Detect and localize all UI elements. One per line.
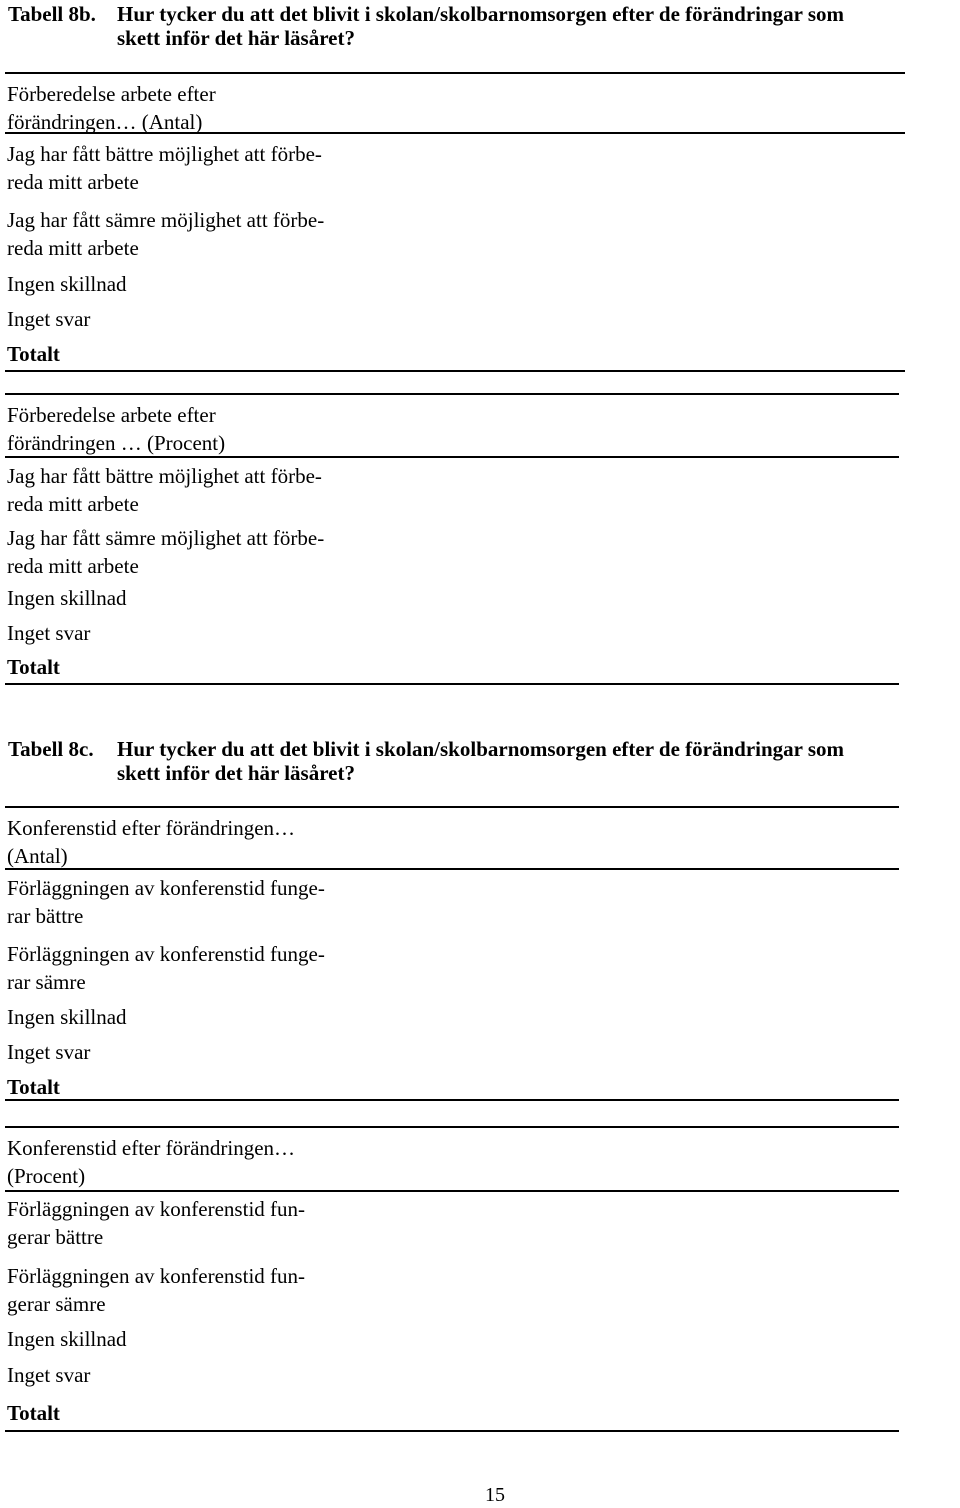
table-title-line: Konferenstid efter förändringen…: [7, 816, 296, 840]
row-label: Inget svar: [7, 307, 91, 331]
row-label: rar bättre: [7, 904, 84, 928]
table-bottom-rule: [5, 370, 905, 372]
table-header-rule: [5, 132, 905, 134]
table-title-line: (Antal): [7, 844, 68, 868]
table-caption-line: skett inför det här läsåret?: [117, 761, 355, 785]
table-heading: [8, 737, 958, 787]
table-bottom-rule: [5, 683, 899, 685]
table-number: Tabell 8b.: [8, 2, 96, 26]
row-label: Ingen skillnad: [7, 1327, 127, 1351]
table-caption-line: Hur tycker du att det blivit i skolan/skolbarnomsorgen efter de förändringar som: [117, 2, 845, 26]
row-label: Totalt: [7, 1075, 60, 1099]
table-title-line: Förberedelse arbete efter: [7, 403, 216, 427]
row-label: Totalt: [7, 342, 60, 366]
row-label: Förläggningen av konferenstid funge-: [7, 942, 325, 966]
table-top-rule: [5, 72, 905, 74]
row-label: gerar bättre: [7, 1225, 104, 1249]
table-title-line: (Procent): [7, 1164, 86, 1188]
row-label: Totalt: [7, 1401, 60, 1425]
table-top-rule: [5, 806, 899, 808]
page-number: 15: [485, 1484, 505, 1506]
table-title-line: Konferenstid efter förändringen…: [7, 1136, 296, 1160]
row-label: Inget svar: [7, 621, 91, 645]
row-label: Förläggningen av konferenstid fun-: [7, 1264, 306, 1288]
row-label: Jag har fått sämre möjlighet att förbe-: [7, 526, 325, 550]
table-title-line: förändringen… (Antal): [7, 110, 203, 134]
table-bottom-rule: [5, 1099, 899, 1101]
row-label: Ingen skillnad: [7, 1005, 127, 1029]
row-label: gerar sämre: [7, 1292, 106, 1316]
table-bottom-rule: [5, 1430, 899, 1432]
table-header-rule: [5, 868, 899, 870]
row-label: Ingen skillnad: [7, 586, 127, 610]
row-label: Jag har fått sämre möjlighet att förbe-: [7, 208, 325, 232]
row-label: Totalt: [7, 655, 60, 679]
row-label: Inget svar: [7, 1040, 91, 1064]
table-caption-line: Hur tycker du att det blivit i skolan/skolbarnomsorgen efter de förändringar som: [117, 737, 845, 761]
row-label: Inget svar: [7, 1363, 91, 1387]
table-heading: [8, 2, 958, 52]
table-header-rule: [5, 1190, 899, 1192]
row-label: Jag har fått bättre möjlighet att förbe-: [7, 464, 322, 488]
table-number: Tabell 8c.: [8, 737, 94, 761]
row-label: rar sämre: [7, 970, 86, 994]
row-label: Jag har fått bättre möjlighet att förbe-: [7, 142, 322, 166]
row-label: Förläggningen av konferenstid fun-: [7, 1197, 306, 1221]
row-label: Ingen skillnad: [7, 272, 127, 296]
table-header-rule: [5, 456, 899, 458]
table-caption-line: skett inför det här läsåret?: [117, 26, 355, 50]
row-label: reda mitt arbete: [7, 170, 139, 194]
table-top-rule: [5, 1126, 899, 1128]
table-title-line: förändringen … (Procent): [7, 431, 226, 455]
table-top-rule: [5, 393, 899, 395]
row-label: Förläggningen av konferenstid funge-: [7, 876, 325, 900]
row-label: reda mitt arbete: [7, 236, 139, 260]
row-label: reda mitt arbete: [7, 554, 139, 578]
table-title-line: Förberedelse arbete efter: [7, 82, 216, 106]
row-label: reda mitt arbete: [7, 492, 139, 516]
